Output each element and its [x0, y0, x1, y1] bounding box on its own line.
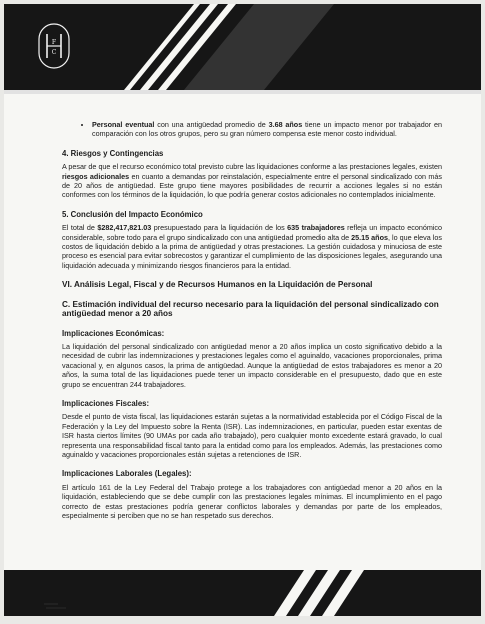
s5-workers: 635 trabajadores	[287, 223, 345, 233]
svg-text:F: F	[51, 39, 57, 46]
laboral-paragraph: El artículo 161 de la Ley Federal del Trabajo protege a los trabajadores con antigüedad menor a 20 años en la liquidación, estableciendo que se debe cumplir con las prestaciones legales mínimas. El incumplimiento en el pago correcto de estas prestaciones podría generar conflictos laborales y demandas por parte de los empleados, especialmente si perciben que no se han respetado sus derechos.	[62, 482, 442, 520]
logo	[34, 20, 74, 72]
footer-graphic	[4, 532, 481, 616]
laboral-title: Implicaciones Laborales (Legales):	[62, 469, 192, 479]
document-body	[62, 120, 442, 526]
section-c-title: C. Estimación individual del recurso necesario para la liquidación del personal sindicalizado con antigüedad menor a 20 años	[62, 299, 439, 319]
section-5-paragraph	[62, 223, 442, 270]
margin-marks	[44, 602, 74, 612]
section-6-title: VI. Análisis Legal, Fiscal y de Recursos Humanos en la Liquidación de Personal	[62, 280, 373, 290]
section-4-paragraph	[62, 162, 442, 200]
section-4-title: 4. Riesgos y Contingencias	[62, 148, 164, 158]
header-band	[4, 4, 481, 104]
section-5-title: 5. Conclusión del Impacto Económico	[62, 209, 203, 219]
bullet-personal-eventual	[92, 120, 442, 139]
fiscal-paragraph: Desde el punto de vista fiscal, las liquidaciones estarán sujetas a la normatividad establecida por el Código Fiscal de la Federación y la Ley del Impuesto sobre la Renta (ISR). Las indemnizaciones, en particular, pueden estar exentas de ISR hasta ciertos límites (90 UMAs por cada año trabajado), pero cualquier monto excedente estará gravado, lo cual representa una responsabilidad fiscal tanto para la entidad como para los empleados. Además, las prestaciones como aguinaldo y vacaciones proporcionales están sujetas a retenciones de ISR.	[62, 412, 442, 459]
s4-bold: riesgos adicionales	[62, 171, 130, 181]
s5-text-c: refleja un impacto económico considerable, sobre todo para el grupo sindicalizado con una antigüedad promedio alta de	[62, 223, 443, 242]
svg-text:C: C	[51, 49, 57, 56]
footer-band	[4, 532, 481, 616]
bullet-list	[62, 120, 442, 139]
s4-text-c: en cuanto a demandas por reinstalación, especialmente entre el personal sindicalizado con más de 20 años de antigüedad. Este grupo tiene mayores posibilidades de recurrir a acciones legales si no están conformes con los términos de la liquidación, lo que podría generar costos adicionales no contemplados inicialmente.	[62, 171, 442, 200]
bullet-text-end: tiene un impacto menor por trabajador en comparación con los otros grupos, pero su gran número compensa este menor costo individual.	[92, 120, 442, 139]
document-page	[4, 4, 481, 616]
s5-text-a: El total de	[62, 223, 98, 233]
bullet-lead: Personal eventual	[92, 120, 155, 129]
s5-text-d: , lo que eleva los costos de liquidación debido a la prima de antigüedad y otras prestaciones. La gestión cuidadosa y minuciosa de este proceso es esencial para evitar sobrecostos y garantizar el cumplimiento de las disposiciones legales, asegurando una liquidación adecuada y minimizando riesgos financieros para la entidad.	[62, 232, 442, 270]
header-graphic	[4, 4, 481, 104]
bullet-years: 3.68 años	[268, 120, 303, 129]
s5-amount: $282,417,821.03	[97, 223, 152, 233]
econ-paragraph: La liquidación del personal sindicalizado con antigüedad menor a 20 años implica un costo significativo debido a la necesidad de cubrir las indemnizaciones y prestaciones legales como el aguinaldo, vacaciones proporcionales, prima vacacional y, en algunos casos, la prima de antigüedad. Aunque la antigüedad de estos trabajadores es menor a 20 años, la suma total de las liquidaciones puede tener un impacto considerable en el presupuesto, dado que en este grupo se encuentran 244 trabajadores.	[62, 341, 442, 389]
bullet-text: con una antigüedad promedio de	[154, 120, 269, 129]
fiscal-title: Implicaciones Fiscales:	[62, 398, 150, 408]
econ-title: Implicaciones Económicas:	[62, 328, 165, 338]
s4-text-a: A pesar de que el recurso económico total previsto cubre las liquidaciones conforme a las prestaciones legales, existen	[62, 162, 442, 172]
s5-text-b: presupuestado para la liquidación de los	[151, 223, 288, 233]
s5-years: 25.15 años	[351, 232, 388, 242]
